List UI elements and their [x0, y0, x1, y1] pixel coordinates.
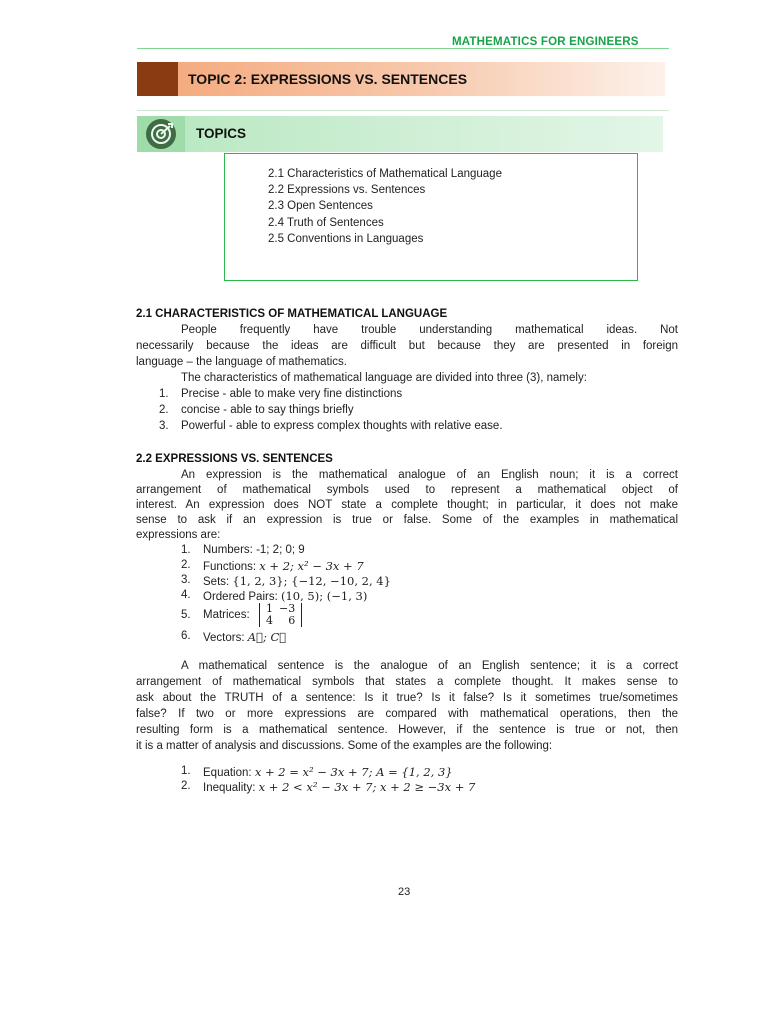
header-divider [137, 48, 669, 49]
example-label: Vectors: [203, 632, 245, 644]
paragraph-line: arrangement of mathematical symbols that states a complete thought. It makes sense to [136, 676, 678, 688]
matrix-cell: −3 [279, 602, 296, 615]
example-label: Numbers: [203, 544, 253, 556]
list-number: 6. [181, 630, 191, 642]
topic-banner-block [137, 62, 178, 96]
topics-title: TOPICS [196, 126, 247, 141]
list-number: 2. [181, 780, 191, 792]
example-numbers [203, 544, 305, 556]
example-label: Functions: [203, 561, 257, 573]
topic-item: 2.1 Characteristics of Mathematical Language [268, 168, 502, 180]
example-value: x + 2; x² − 3x + 7 [259, 559, 364, 573]
example-ordered-pairs [203, 589, 367, 603]
topic-item: 2.5 Conventions in Languages [268, 233, 424, 245]
list-number: 5. [181, 609, 191, 621]
paragraph-line: resulting form is a mathematical sentence. However, if the sentence is true or not, then [136, 724, 678, 736]
topic-item: 2.3 Open Sentences [268, 200, 373, 212]
paragraph-line: necessarily because the ideas are difficult but because they are presented in foreign [136, 340, 678, 352]
example-label: Ordered Pairs: [203, 591, 278, 603]
topic-item: 2.2 Expressions vs. Sentences [268, 184, 426, 196]
matrix-cell: 1 [266, 602, 273, 615]
example-value: {1, 2, 3}; {−12, −10, 2, 4} [232, 574, 391, 588]
paragraph-line: An expression is the mathematical analogue of an English noun; it is a correct [181, 469, 678, 481]
example-equation [203, 765, 453, 779]
example-matrix [259, 603, 302, 627]
paragraph-line: arrangement of mathematical symbols used to represent a mathematical object of [136, 484, 678, 496]
list-number: 3. [159, 420, 169, 432]
section-heading: 2.2 EXPRESSIONS VS. SENTENCES [136, 453, 333, 465]
list-item: Precise - able to make very fine distinctions [181, 388, 403, 400]
paragraph-line: ask about the TRUTH of a sentence: Is it true? Is it false? Is it sometimes true/sometimes [136, 692, 678, 704]
paragraph-line: false? If two or more expressions are compared with mathematical operations, then the [136, 708, 678, 720]
list-number: 2. [159, 404, 169, 416]
topics-icon-box [137, 116, 185, 152]
running-header: MATHEMATICS FOR ENGINEERS [452, 36, 639, 48]
example-value: A⃗; C⃗ [247, 630, 287, 644]
matrix-cell: 4 [266, 614, 273, 627]
page-number: 23 [398, 886, 411, 898]
example-vectors [203, 630, 286, 644]
section-heading: 2.1 CHARACTERISTICS OF MATHEMATICAL LANGUAGE [136, 308, 448, 320]
example-value: -1; 2; 0; 9 [256, 544, 305, 556]
paragraph-line: it is a matter of analysis and discussions. Some of the examples are the following: [136, 740, 553, 752]
list-number: 3. [181, 574, 191, 586]
topic-title: TOPIC 2: EXPRESSIONS VS. SENTENCES [188, 71, 468, 87]
example-value: x + 2 < x² − 3x + 7; x + 2 ≥ −3x + 7 [258, 780, 476, 794]
list-number: 1. [159, 388, 169, 400]
paragraph-line: A mathematical sentence is the analogue of an English sentence; it is a correct [181, 660, 678, 672]
example-value: (10, 5); (−1, 3) [280, 589, 368, 603]
example-matrices-label: Matrices: [203, 609, 250, 621]
list-item: concise - able to say things briefly [181, 404, 354, 416]
example-label: Equation: [203, 767, 252, 779]
matrix-cell: 6 [288, 614, 296, 627]
example-sets [203, 574, 391, 588]
topic-item: 2.4 Truth of Sentences [268, 217, 384, 229]
matrix [259, 603, 302, 627]
example-value: x + 2 = x² − 3x + 7; A = {1, 2, 3} [254, 765, 453, 779]
list-item: Powerful - able to express complex thoughts with relative ease. [181, 420, 503, 432]
list-number: 4. [181, 589, 191, 601]
paragraph-line: interest. An expression does NOT state a complete thought; in particular, it does not make [136, 499, 678, 511]
target-icon [137, 116, 185, 152]
list-number: 1. [181, 544, 191, 556]
paragraph-line: People frequently have trouble understanding mathematical ideas. Not [181, 324, 678, 336]
list-number: 1. [181, 765, 191, 777]
topic-divider [137, 110, 669, 111]
list-number: 2. [181, 559, 191, 571]
example-functions [203, 559, 364, 573]
paragraph-line: sense to ask if an expression is true or false. Some of the examples in mathematical [136, 514, 678, 526]
example-label: Sets: [203, 576, 230, 588]
paragraph-line: language – the language of mathematics. [136, 356, 347, 368]
example-label: Inequality: [203, 782, 256, 794]
paragraph-line: expressions are: [136, 529, 221, 541]
paragraph-line: The characteristics of mathematical language are divided into three (3), namely: [181, 372, 587, 384]
example-inequality [203, 780, 475, 794]
